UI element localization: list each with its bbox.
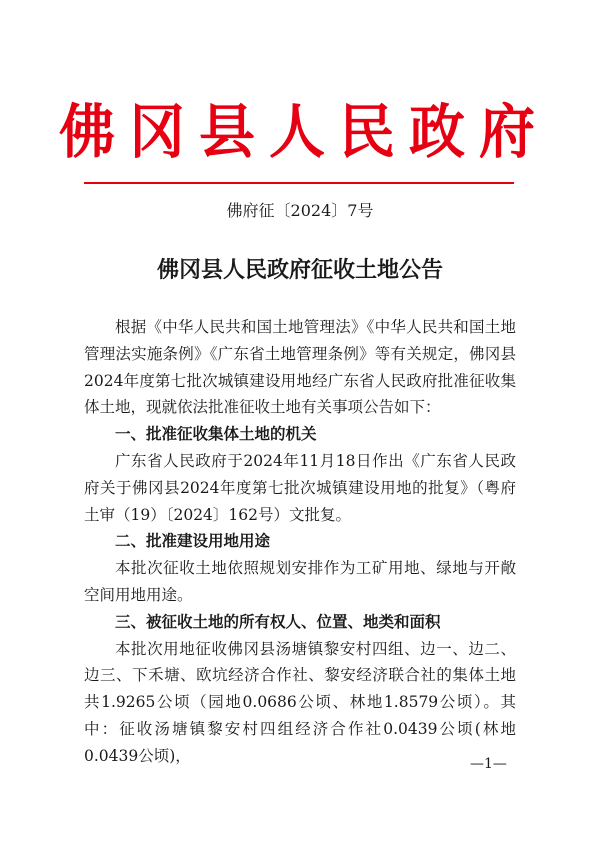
section-2-paragraph: 本批次征收土地依照规划安排作为工矿用地、绿地与开敞空间用地用途。 bbox=[84, 559, 516, 604]
intro-paragraph: 根据《中华人民共和国土地管理法》《中华人民共和国土地管理法实施条例》《广东省土地管理条例》等有关规定，佛冈县2024年度第七批次城镇建设用地经广东省人民政府批准征收集体土地，现就依法批准征收土地有关事项公告如下： bbox=[84, 318, 516, 417]
section-3-paragraph: 本批次用地征收佛冈县汤塘镇黎安村四组、边一、边二、边三、下禾塘、欧坑经济合作社、黎安经济联合社的集体土地共1.9265公顷（园地0.0686公顷、林地1.8579公顷）。其中：征收汤塘镇黎安村四组经济合作社0.0439公顷(林地0.0439公顷)， bbox=[84, 639, 516, 765]
masthead-divider bbox=[84, 182, 514, 184]
document-title: 佛冈县人民政府征收土地公告 bbox=[156, 257, 443, 283]
section-1-paragraph: 广东省人民政府于2024年11月18日作出《广东省人民政府关于佛冈县2024年度第七批次城镇建设用地的批复》（粤府土审（19）〔2024〕162号）文批复。 bbox=[84, 451, 516, 524]
section-3-heading: 三、被征收土地的所有权人、位置、地类和面积 bbox=[115, 612, 441, 631]
section-1-heading: 一、批准征收集体土地的机关 bbox=[115, 425, 317, 444]
document-body bbox=[84, 314, 516, 770]
agency-masthead: 佛冈县人民政府 bbox=[59, 97, 549, 167]
page-number: —1— bbox=[470, 756, 507, 772]
section-2-heading: 二、批准建设用地用途 bbox=[115, 532, 271, 551]
document-number: 佛府征〔2024〕7号 bbox=[226, 201, 374, 220]
